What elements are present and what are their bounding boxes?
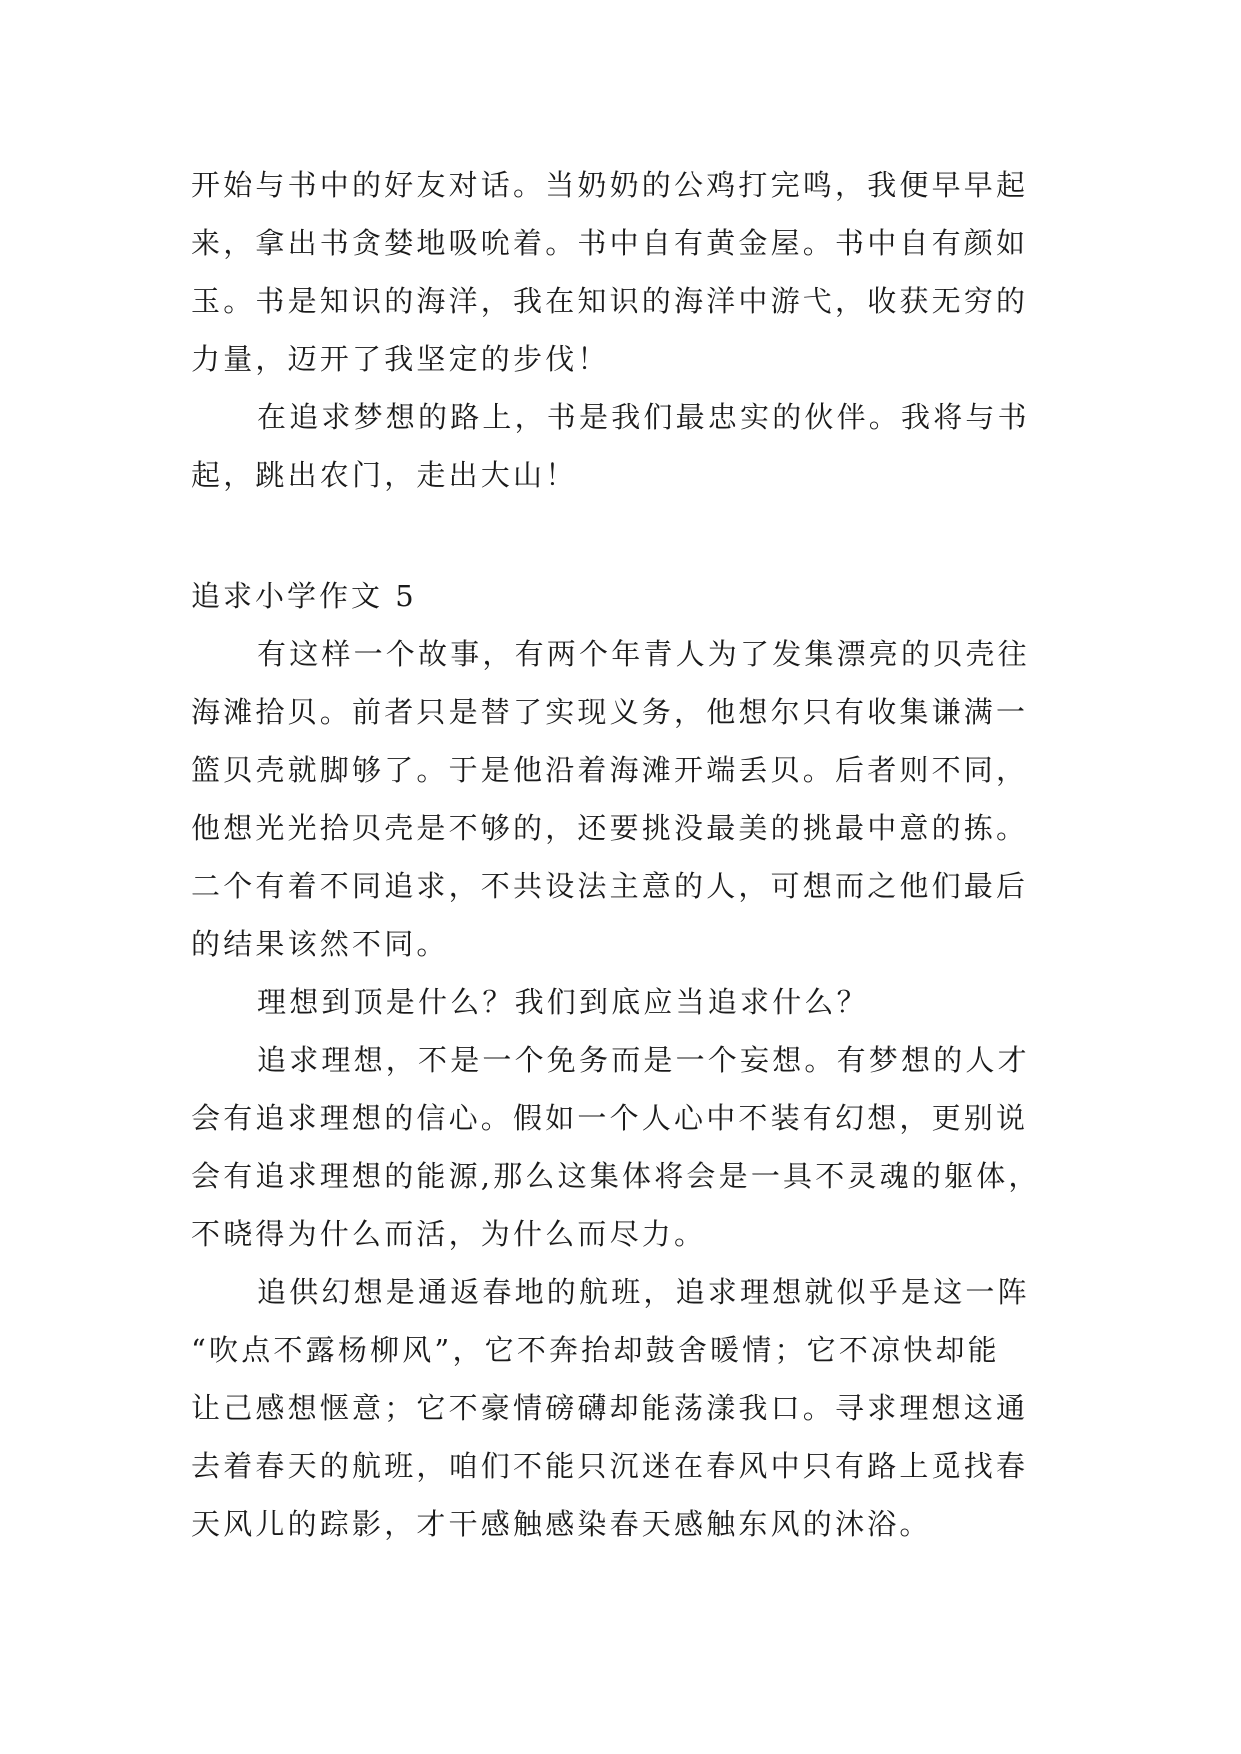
section-heading: 追求小学作文 5	[191, 579, 417, 613]
text-line: 追供幻想是通返春地的航班，追求理想就似乎是这一阵	[257, 1275, 1030, 1309]
text-line: 理想到顶是什么？我们到底应当追求什么？	[257, 985, 869, 1019]
text-line: 他想光光拾贝壳是不够的，还要挑没最美的挑最中意的拣。	[191, 811, 1029, 845]
text-line: 去着春天的航班，咱们不能只沉迷在春风中只有路上觅找春	[191, 1449, 1029, 1483]
text-line: 海滩拾贝。前者只是替了实现义务，他想尔只有收集谦满一	[191, 695, 1029, 729]
text-line: 天风儿的踪影，才干感触感染春天感触东风的沐浴。	[191, 1507, 932, 1541]
text-line: 力量，迈开了我坚定的步伐！	[191, 342, 610, 376]
text-line: “吹点不露杨柳风”，它不奔抬却鼓舍暖情；它不凉快却能	[191, 1333, 1000, 1367]
text-line: 追求理想，不是一个免务而是一个妄想。有梦想的人才	[257, 1043, 1030, 1077]
text-line: 来，拿出书贪婪地吸吮着。书中自有黄金屋。书中自有颜如	[191, 226, 1029, 260]
text-line: 在追求梦想的路上，书是我们最忠实的伙伴。我将与书	[257, 400, 1030, 434]
text-line: 开始与书中的好友对话。当奶奶的公鸡打完鸣，我便早早起	[191, 168, 1029, 202]
text-line: 会有追求理想的能源,那么这集体将会是一具不灵魂的躯体，	[191, 1159, 1041, 1193]
section-b	[191, 625, 1063, 1553]
text-line: 有这样一个故事，有两个年青人为了发集漂亮的贝壳往	[257, 637, 1030, 671]
text-line: 玉。书是知识的海洋，我在知识的海洋中游弋，收获无穷的	[191, 284, 1029, 318]
text-line: 会有追求理想的信心。假如一个人心中不装有幻想，更别说	[191, 1101, 1029, 1135]
text-line: 不晓得为什么而活，为什么而尽力。	[191, 1217, 707, 1251]
text-line: 起，跳出农门，走出大山！	[191, 458, 578, 492]
text-line: 让己感想惬意；它不豪情磅礴却能荡漾我口。寻求理想这通	[191, 1391, 1029, 1425]
text-line: 的结果该然不同。	[191, 927, 449, 961]
section-a	[191, 156, 1063, 504]
text-line: 篮贝壳就脚够了。于是他沿着海滩开端丢贝。后者则不同，	[191, 753, 1029, 787]
text-line: 二个有着不同追求，不共设法主意的人，可想而之他们最后	[191, 869, 1029, 903]
